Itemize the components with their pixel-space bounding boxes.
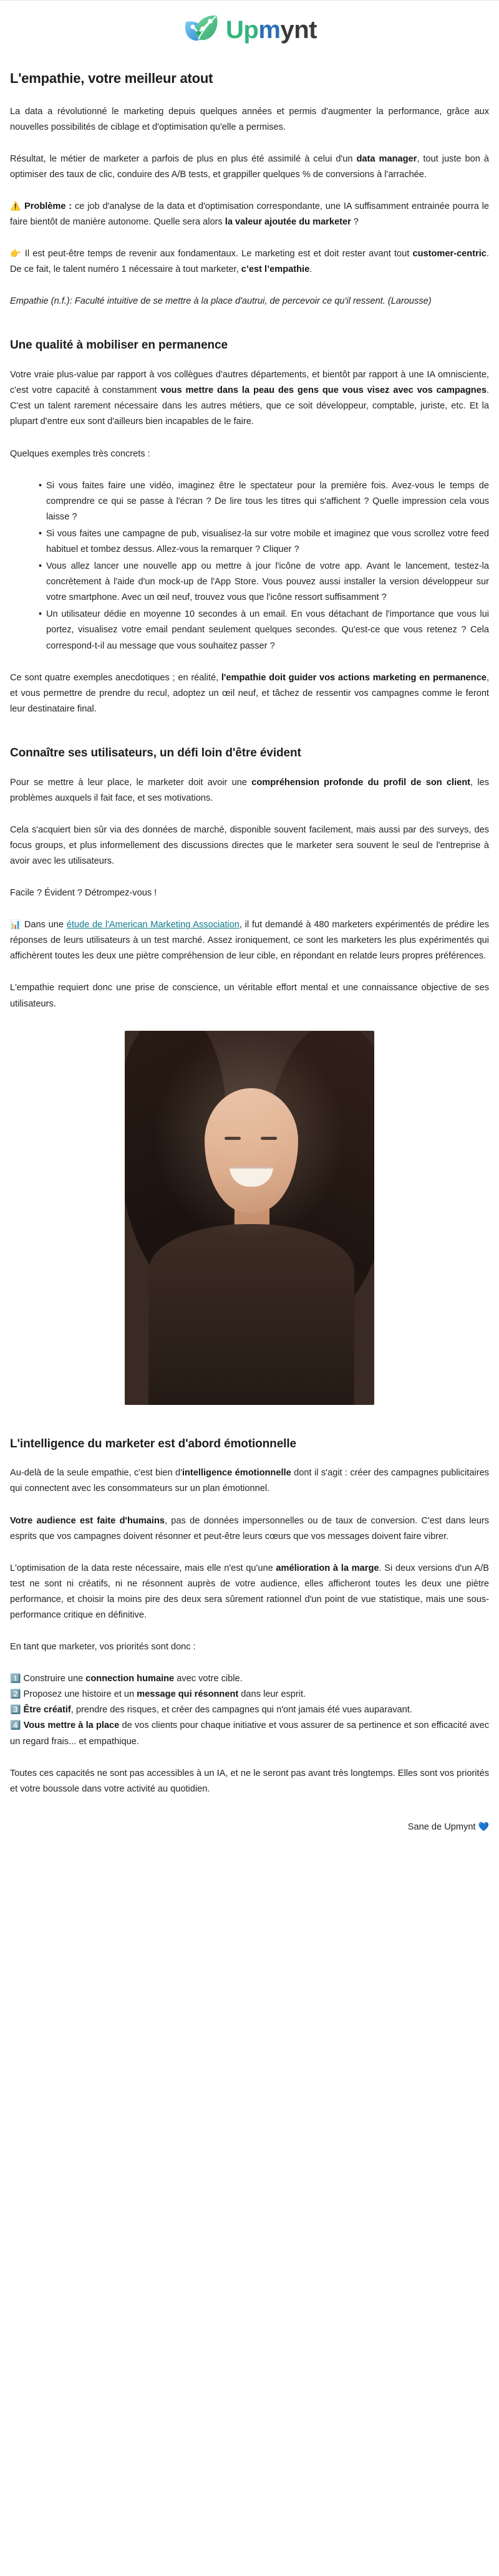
priority-1-b: avec votre cible. <box>174 1674 243 1684</box>
priority-3-bold: Être créatif <box>23 1705 71 1715</box>
logo-word-up: Up <box>226 16 259 44</box>
intro-paragraph-1: La data a révolutionné le marketing depuis quelques années et permis d'augmenter la performance, grâce aux nouvelles possibilités de ciblage et d'optimisation qu'elle a permises. <box>10 106 489 132</box>
section-heading-emotional: L'intelligence du marketer est d'abord émotionnelle <box>10 1437 296 1450</box>
priorities-list <box>10 1671 489 1749</box>
pointing-finger-icon: 👉 <box>10 249 22 259</box>
list-item: • Vous allez lancer une nouvelle app ou mettre à jour l'icône de votre app. Avant le lancement, testez-la concrètement à l'aide d'un mock-up de l'App Store. Vous pouvez aussi installer la version développeur sur votre smartphone. Avec un œil neuf, trouvez vous que l'icône ressort suffisamment ? <box>39 559 489 605</box>
quality-p3-a: Ce sont quatre exemples anecdotiques ; en réalité, <box>10 672 221 683</box>
number-four-icon: 4️⃣ <box>10 1720 21 1731</box>
users-p1-bold: compréhension profonde du profil de son client <box>251 777 471 788</box>
ama-study-link[interactable]: étude de l'American Marketing Association <box>66 920 240 930</box>
emotional-paragraph-2 <box>10 1513 489 1545</box>
page-title: L'empathie, votre meilleur atout <box>10 70 213 86</box>
number-one-icon: 1️⃣ <box>10 1674 21 1684</box>
brand-header <box>0 1 499 55</box>
quality-paragraph-3 <box>10 670 489 717</box>
emo-p2-a: , pas de données impersonnelles ou de taux de conversion. C'est dans leurs esprits que vos campagnes doivent résonner et peut-être leurs cœurs que vos messages doivent faire vibrer. <box>10 1515 489 1541</box>
users-p1-b: , les problèmes auxquels il fait face, et ses motivations. <box>10 777 489 803</box>
priorities-lead: En tant que marketer, vos priorités sont donc : <box>10 1642 196 1652</box>
bar-chart-icon: 📊 <box>10 920 22 930</box>
list-item: • Si vous faites faire une vidéo, imaginez être le spectateur pour la première fois. Avez-vous le temps de comprendre ce qui se passe à l'écran ? De lire tous les titres qui s'affichent ? Quelle impression cela vous laisse ? <box>39 478 489 525</box>
pointer-bold-2: c’est l’empathie <box>241 264 310 275</box>
list-item <box>10 1702 489 1718</box>
priority-1-bold: connection humaine <box>85 1674 175 1684</box>
intro-2-text-b: , tout juste bon à optimiser des taux de clic, conduire des A/B tests, et grappiller quelques % de conversions à l'arrachée. <box>10 153 489 180</box>
logo-wordmark <box>226 17 317 42</box>
intro-2-bold: data manager <box>356 153 417 164</box>
users-p1-a: Pour se mettre à leur place, le marketer doit avoir une <box>10 777 252 788</box>
emo-p3-a: L'optimisation de la data reste nécessaire, mais elle n'est qu'une <box>10 1563 276 1573</box>
quality-p3-bold: l'empathie doit guider vos actions marketing en permanence <box>221 672 487 683</box>
quality-p1-b: . C'est un talent rarement nécessaire dans les autres métiers, que ce soit développeur, comptable, juriste, etc. Et la plupart d'entre eux sont d'ailleurs bien incapables de le faire. <box>10 385 489 427</box>
users-paragraph-5: L'empathie requiert donc une prise de conscience, un véritable effort mental et une connaissance objective de ses utilisateurs. <box>10 983 489 1009</box>
examples-lead: Quelques exemples très concrets : <box>10 448 150 459</box>
quality-paragraph-1 <box>10 367 489 430</box>
emo-p1-bold: intelligence émotionnelle <box>182 1468 291 1479</box>
users-paragraph-3: Facile ? Évident ? Détrompez-vous ! <box>10 888 157 899</box>
quality-p1-a: Votre vraie plus-value par rapport à vos collègues d'autres départements, et bientôt par rapport à une IA omnisciente, c'est votre capacité à constamment <box>10 370 489 396</box>
logo-word-ynt: ynt <box>280 16 317 44</box>
examples-list <box>10 478 489 654</box>
warning-icon: ⚠️ <box>10 201 22 211</box>
blue-heart-icon: 💙 <box>478 1821 489 1832</box>
priority-4-bold: Vous mettre à la place <box>23 1720 120 1731</box>
list-item <box>10 1671 489 1687</box>
section-heading-users: Connaître ses utilisateurs, un défi loin d'être évident <box>10 746 301 760</box>
priority-4-b: de vos clients pour chaque initiative et vous assurer de sa pertinence et son efficacité avec un regard frais... et empathique. <box>10 1720 490 1747</box>
number-three-icon: 3️⃣ <box>10 1705 21 1715</box>
article-photo-wrap <box>10 1031 489 1408</box>
empathy-definition: Empathie (n.f.): Faculté intuitive de se mettre à la place d'autrui, de percevoir ce qu'il ressent. (Larousse) <box>10 296 432 307</box>
problem-text-a: ce job d'analyse de la data et d'optimisation correspondante, une IA suffisamment entrainée pourra le faire bientôt de manière autonome. Quelle sera alors <box>10 201 489 228</box>
pointer-text-b: . De ce fait, le talent numéro 1 nécessaire à tout marketer, <box>10 249 489 275</box>
emotional-paragraph-3 <box>10 1561 489 1623</box>
pointer-text-a: Il est peut-être temps de revenir aux fondamentaux. Le marketing est et doit rester avant tout <box>21 249 413 259</box>
problem-callout <box>10 199 489 230</box>
list-item <box>10 1718 489 1749</box>
emotional-paragraph-1 <box>10 1465 489 1497</box>
photo-lighting <box>125 1031 374 1405</box>
emo-p3-b: . Si deux versions d'un A/B test ne sont ni créatifs, ni ne résonnent auprès de votre audience, elles afficheront toutes les deux une piètre performance, et choisir la moins pire des deux sera sûrement rationnel d'un point de vue statistique, mais une sous-performance critique en définitive. <box>10 1563 490 1620</box>
quality-p3-b: , et vous permettre de prendre du recul, adoptez un œil neuf, et tâchez de ressentir vos campagnes comme le feront leur destinataire final. <box>10 672 489 714</box>
users-paragraph-2: Cela s'acquiert bien sûr via des données de marché, disponible souvent facilement, mais aussi par des surveys, des focus groups, et plus informellement des discussions directes que le marketer sera souvent le seul de l'entreprise à avoir avec les utilisateurs. <box>10 824 489 866</box>
emo-p3-bold: amélioration à la marge <box>276 1563 379 1573</box>
ama-text-b: , il fut demandé à 480 marketers expérimentés de prédire les réponses de leurs utilisateurs à un test marché. Assez ironiquement, ce sont les marketers les plus expérimentés qui affichèrent toutes les deux une piètre compréhension de leur cible, en répondant en relatde leurs propres préférences. <box>10 920 489 962</box>
intro-2-text-a: Résultat, le métier de marketer a parfois de plus en plus été assimilé à celui d'un <box>10 153 357 164</box>
intro-paragraph-2 <box>10 152 489 183</box>
emo-p2-bold: Votre audience est faite d'humains <box>10 1515 165 1526</box>
priority-3-b: , prendre des risques, et créer des campagnes qui n'ont jamais été vues auparavant. <box>70 1705 412 1715</box>
emo-p1-a: Au-delà de la seule empathie, c'est bien d' <box>10 1468 182 1479</box>
number-two-icon: 2️⃣ <box>10 1689 21 1700</box>
pointer-callout <box>10 246 489 277</box>
logo-word-m: m <box>258 16 281 44</box>
problem-lead: Problème : <box>24 201 72 211</box>
list-item <box>10 1687 489 1702</box>
priority-2-b: dans leur esprit. <box>238 1689 306 1700</box>
priority-2-bold: message qui résonnent <box>137 1689 239 1700</box>
ama-text-a: Dans une <box>21 920 67 930</box>
leaf-analytics-logo-icon <box>182 12 221 47</box>
priority-2-a: Proposez une histoire et un <box>21 1689 137 1700</box>
pointer-text-c: . <box>309 264 312 275</box>
problem-text-b: ? <box>351 217 359 228</box>
logo[interactable] <box>182 12 317 47</box>
quality-p1-bold: vous mettre dans la peau des gens que vous visez avec vos campagnes <box>160 385 487 396</box>
closing-paragraph: Toutes ces capacités ne sont pas accessibles à un IA, et ne le seront pas avant très longtemps. Elles sont vos priorités et votre boussole dans votre activité au quotidien. <box>10 1768 489 1794</box>
footer-signature: Sane de Upmynt <box>407 1821 476 1832</box>
footer <box>0 1822 499 1848</box>
priority-1-a: Construire une <box>21 1674 86 1684</box>
article-body <box>0 70 499 1797</box>
list-item: • Un utilisateur dédie en moyenne 10 secondes à un email. En vous détachant de l'importance que vous lui portez, visualisez votre email pendant seulement quelques secondes. Qu'est-ce que vous retenez ? Cela correspond-t-il au message que vous souhaitez passer ? <box>39 607 489 654</box>
emo-p1-b: dont il s'agit : créer des campagnes publicitaires qui connectent avec les consommateurs sur un plan émotionnel. <box>10 1468 489 1494</box>
users-paragraph-1 <box>10 775 489 806</box>
pointer-bold-1: customer-centric <box>412 249 487 259</box>
section-heading-quality: Une qualité à mobiliser en permanence <box>10 339 228 352</box>
article-photo <box>125 1031 374 1405</box>
list-item: • Si vous faites une campagne de pub, visualisez-la sur votre mobile et imaginez que vous scrollez votre feed habituel et tombez dessus. Allez-vous la remarquer ? Cliquer ? <box>39 526 489 557</box>
ama-study-paragraph <box>10 917 489 964</box>
problem-bold: la valeur ajoutée du marketer <box>225 217 351 228</box>
